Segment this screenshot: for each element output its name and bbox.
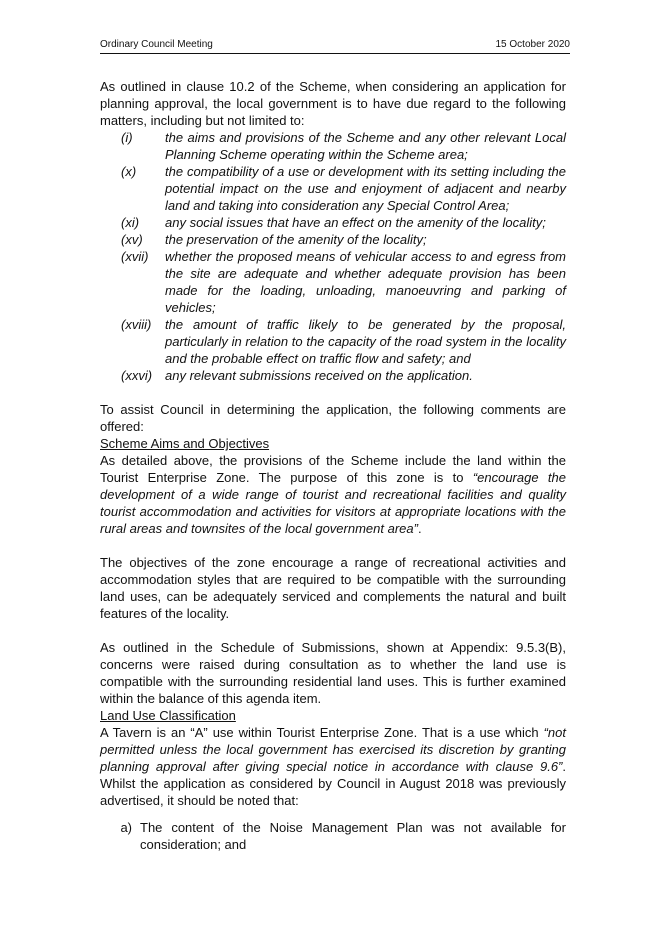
- clause-number: (i): [121, 130, 133, 145]
- clause-item: [100, 248, 566, 316]
- meeting-title: Ordinary Council Meeting: [100, 39, 213, 50]
- clause-number: (xi): [121, 215, 140, 230]
- clause-number: (xv): [121, 232, 143, 247]
- clause-text: whether the proposed means of vehicular access to and egress from the site are adequate and whether adequate provision has been made for the loading, unloading, manoeuvring and parking of vehicles;: [165, 249, 566, 315]
- clause-text: the preservation of the amenity of the locality;: [165, 232, 427, 247]
- clause-text: any social issues that have an effect on the amenity of the locality;: [165, 215, 546, 230]
- land-use-quote: “not permitted unless the local government has exercised its discretion by granting planning approval after giving special notice in accordance with clause 9.6”: [100, 725, 566, 774]
- clause-number: (xxvi): [121, 368, 153, 383]
- land-use-end: . Whilst the application as considered by Council in August 2018 was previously advertised, it should be noted that:: [100, 759, 566, 808]
- clause-number: (xviii): [121, 317, 152, 332]
- section-heading-land-use: Land Use Classification: [100, 708, 236, 723]
- scheme-aims-end: .: [417, 521, 422, 536]
- scheme-aims-paragraph: [100, 452, 566, 537]
- assist-paragraph: To assist Council in determining the application, the following comments are offered:: [100, 402, 566, 434]
- clause-text: any relevant submissions received on the application.: [165, 368, 473, 383]
- scheme-aims-text: As detailed above, the provisions of the Scheme include the land within the Tourist Enterprise Zone. The purpose of this zone is to: [100, 453, 566, 485]
- clause-number: (xvii): [121, 249, 149, 264]
- zone-objectives-paragraph: The objectives of the zone encourage a range of recreational activities and accommodation styles that are required to be compatible with the surrounding land uses, can be adequately serviced and complements the natural and built features of the locality.: [100, 555, 566, 621]
- document-body: [100, 78, 566, 853]
- clause-item: [100, 367, 566, 384]
- clause-text: the compatibility of a use or development with its setting including the potential impact on the use and enjoyment of adjacent and nearby land and taking into consideration any Special Control Area;: [165, 164, 566, 213]
- clause-item: [100, 214, 566, 231]
- clause-text: the aims and provisions of the Scheme and any other relevant Local Planning Scheme operating within the Scheme area;: [165, 130, 566, 162]
- clause-list: [100, 129, 566, 384]
- clause-item: [100, 316, 566, 367]
- meeting-date: 15 October 2020: [495, 39, 570, 50]
- clause-item: [100, 231, 566, 248]
- zone-purpose-quote: “encourage the development of a wide range of tourist and recreational facilities and quality tourist accommodation and activities for visitors at appropriate locations with the rural areas and townsites of the local government area”: [100, 470, 566, 536]
- land-use-text: A Tavern is an “A” use within Tourist Enterprise Zone. That is a use which: [100, 725, 544, 740]
- clause-number: (x): [121, 164, 137, 179]
- clause-item: [100, 129, 566, 163]
- submissions-paragraph: As outlined in the Schedule of Submissions, shown at Appendix: 9.5.3(B), concerns were raised during consultation as to whether the land use is compatible with the surrounding residential land uses. This is further examined within the balance of this agenda item.: [100, 640, 566, 706]
- list-item-letter: a): [120, 820, 132, 835]
- clause-text: the amount of traffic likely to be generated by the proposal, particularly in relation to the capacity of the road system in the locality and the probable effect on traffic flow and safety; and: [165, 317, 566, 366]
- list-item-text: The content of the Noise Management Plan was not available for consideration; and: [140, 820, 566, 852]
- page-header: [100, 38, 570, 54]
- clause-item: [100, 163, 566, 214]
- land-use-paragraph: [100, 724, 566, 809]
- list-item: [100, 819, 566, 853]
- section-heading-scheme-aims: Scheme Aims and Objectives: [100, 436, 270, 451]
- intro-paragraph: As outlined in clause 10.2 of the Scheme, when considering an application for planning approval, the local government is to have due regard to the following matters, including but not limited to:: [100, 79, 566, 128]
